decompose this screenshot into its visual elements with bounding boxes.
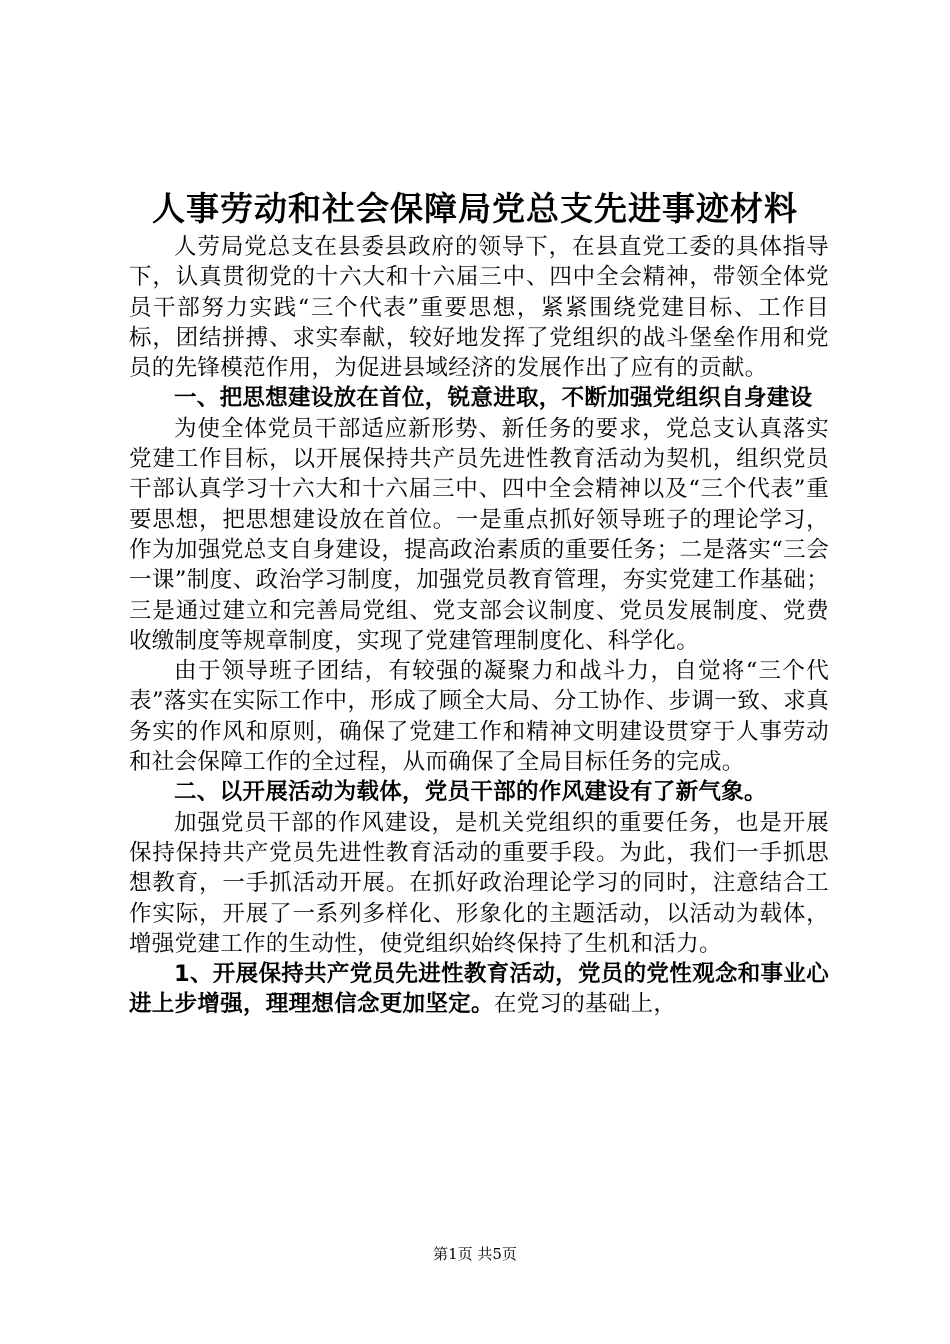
paragraph-activity-1: [129, 959, 829, 1020]
paragraph-intro: 人劳局党总支在县委县政府的领导下，在县直党工委的具体指导下，认真贯彻党的十六大和十六届三中、四中全会精神，带领全体党员干部努力实践“三个代表”重要思想，紧紧围绕党建目标、工作目标，团结拼搏、求实奉献，较好地发挥了党组织的战斗堡垒作用和党员的先锋模范作用，为促进县域经济的发展作出了应有的贡献。: [129, 234, 829, 382]
section-heading-2: 二、以开展活动为载体，党员干部的作风建设有了新气象。: [174, 779, 767, 806]
section-heading-1: 一、把思想建设放在首位，锐意进取，不断加强党组织自身建设: [174, 385, 813, 412]
paragraph-thought-building: 为使全体党员干部适应新形势、新任务的要求，党总支认真落实党建工作目标，以开展保持共产员先进性教育活动为契机，组织党员干部认真学习十六大和十六届三中、四中全会精神以及“三个代表”重要思想，把思想建设放在首位。一是重点抓好领导班子的理论学习，作为加强党总支自身建设，提高政治素质的重要任务；二是落实“三会一课”制度、政治学习制度，加强党员教育管理，夯实党建工作基础；三是通过建立和完善局党组、党支部会议制度、党员发展制度、党费收缴制度等规章制度，实现了党建管理制度化、科学化。: [129, 415, 829, 654]
subheading-activity-1: 1、开展保持共产党员先进性教育活动，党员的党性观念和事业心进上步增强，理理想信念更加坚定。: [129, 961, 829, 1018]
document-title: 人事劳动和社会保障局党总支先进事迹材料: [152, 189, 798, 228]
paragraph-work-style: 加强党员干部的作风建设，是机关党组织的重要任务，也是开展保持保持共产党员先进性教育活动的重要手段。为此，我们一手抓思想教育，一手抓活动开展。在抓好政治理论学习的同时，注意结合工作实际，开展了一系列多样化、形象化的主题活动，以活动为载体，增强党建工作的生动性，使党组织始终保持了生机和活力。: [129, 809, 829, 957]
paragraph-activity-1-text: 在党习的基础上，: [493, 991, 677, 1018]
page-footer: 第1页 共5页: [433, 1245, 517, 1263]
document-body: [129, 232, 829, 1020]
paragraph-leadership: 由于领导班子团结，有较强的凝聚力和战斗力，自觉将“三个代表”落实在实际工作中，形成了顾全大局、分工协作、步调一致、求真务实的作风和原则，确保了党建工作和精神文明建设贯穿于人事劳动和社会保障工作的全过程，从而确保了全局目标任务的完成。: [129, 658, 829, 776]
